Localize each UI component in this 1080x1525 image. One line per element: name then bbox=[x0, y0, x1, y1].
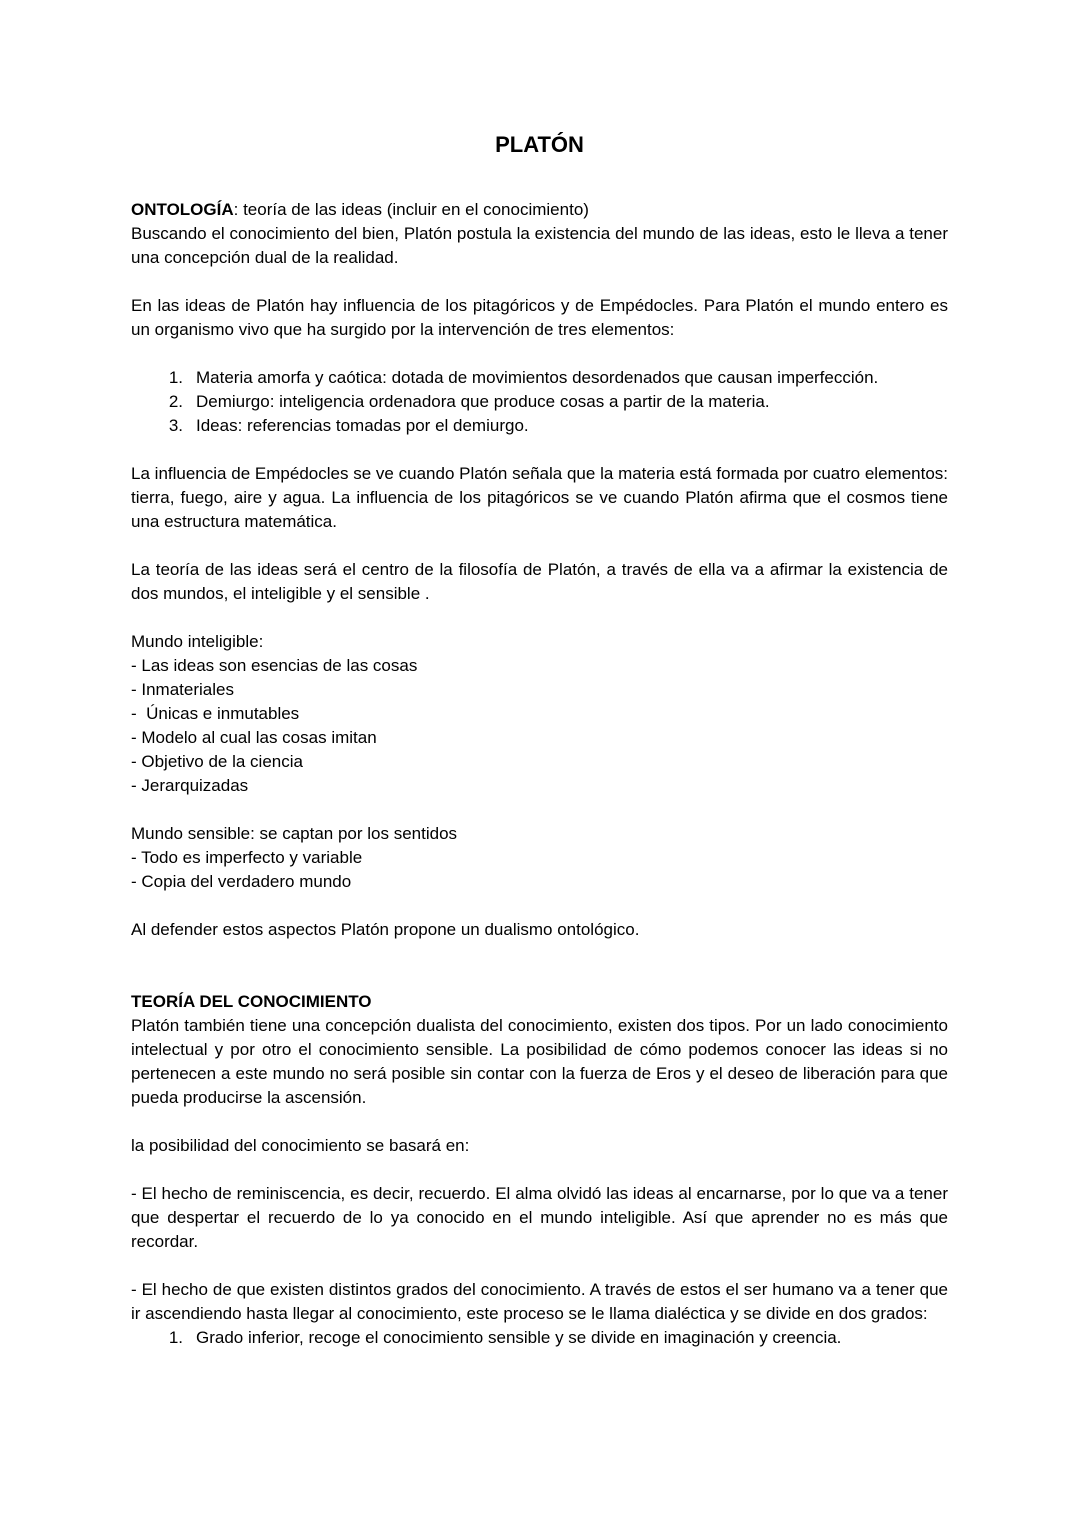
ontologia-heading-rest: : teoría de las ideas (incluir en el conocimiento) bbox=[233, 200, 589, 219]
ontologia-paragraph-2: En las ideas de Platón hay influencia de los pitagóricos y de Empédocles. Para Platón el mundo entero es un organismo vivo que ha surgido por la intervención de tres elementos: bbox=[131, 296, 948, 339]
inteligible-item: - Objetivo de la ciencia bbox=[131, 752, 303, 771]
inteligible-item: - Modelo al cual las cosas imitan bbox=[131, 728, 377, 747]
list-text: Demiurgo: inteligencia ordenadora que produce cosas a partir de la materia. bbox=[196, 392, 770, 411]
list-item bbox=[131, 366, 948, 390]
list-text: Grado inferior, recoge el conocimiento sensible y se divide en imaginación y creencia. bbox=[196, 1328, 842, 1347]
document-page bbox=[131, 130, 948, 1350]
inteligible-item: - Inmateriales bbox=[131, 680, 234, 699]
list-number: 1. bbox=[168, 1328, 183, 1347]
ontologia-paragraph-5: Al defender estos aspectos Platón propone un dualismo ontológico. bbox=[131, 920, 640, 939]
list-item bbox=[131, 390, 948, 414]
conocimiento-paragraph-1: Platón también tiene una concepción dualista del conocimiento, existen dos tipos. Por un lado conocimiento intelectual y por otro el conocimiento sensible. La posibilidad de cómo podemos conocer las ideas si no pertenecen a este mundo no será posible sin contar con la fuerza de Eros y el deseo de liberación para que pueda producirse la ascensión. bbox=[131, 1016, 948, 1107]
elements-list bbox=[131, 366, 948, 438]
conocimiento-heading: TEORÍA DEL CONOCIMIENTO bbox=[131, 992, 372, 1011]
page-title: PLATÓN bbox=[495, 132, 584, 157]
list-number: 1. bbox=[168, 368, 183, 387]
conocimiento-paragraph-4: - El hecho de que existen distintos grados del conocimiento. A través de estos el ser humano va a tener que ir ascendiendo hasta llegar al conocimiento, este proceso se le llama dialéctica y se divide en dos grados: bbox=[131, 1280, 948, 1323]
inteligible-title: Mundo inteligible: bbox=[131, 632, 264, 651]
list-number: 3. bbox=[168, 416, 183, 435]
ontologia-heading: ONTOLOGÍA bbox=[131, 200, 234, 219]
inteligible-item: - Jerarquizadas bbox=[131, 776, 249, 795]
ontologia-heading-line bbox=[131, 198, 948, 222]
sensible-item: - Todo es imperfecto y variable bbox=[131, 848, 363, 867]
list-item bbox=[131, 414, 948, 438]
conocimiento-paragraph-3: - El hecho de reminiscencia, es decir, recuerdo. El alma olvidó las ideas al encarnarse, por lo que va a tener que despertar el recuerdo de lo ya conocido en el mundo inteligible. Así que aprender no es más que recordar. bbox=[131, 1184, 948, 1251]
sensible-item: - Copia del verdadero mundo bbox=[131, 872, 352, 891]
list-text: Ideas: referencias tomadas por el demiurgo. bbox=[196, 416, 529, 435]
inteligible-item: - Únicas e inmutables bbox=[131, 704, 300, 723]
ontologia-paragraph-1: Buscando el conocimiento del bien, Platón postula la existencia del mundo de las ideas, esto le lleva a tener una concepción dual de la realidad. bbox=[131, 224, 948, 267]
list-text: Materia amorfa y caótica: dotada de movimientos desordenados que causan imperfección. bbox=[196, 368, 879, 387]
list-number: 2. bbox=[168, 392, 183, 411]
inteligible-item: - Las ideas son esencias de las cosas bbox=[131, 656, 418, 675]
conocimiento-paragraph-2: la posibilidad del conocimiento se basará en: bbox=[131, 1136, 470, 1155]
conocimiento-heading-line bbox=[131, 990, 948, 1014]
ontologia-paragraph-3: La influencia de Empédocles se ve cuando Platón señala que la materia está formada por cuatro elementos: tierra, fuego, aire y agua. La influencia de los pitagóricos se ve cuando Platón afirma que el cosmos tiene una estructura matemática. bbox=[131, 464, 948, 531]
grados-list bbox=[131, 1326, 948, 1350]
list-item bbox=[131, 1326, 948, 1350]
sensible-title: Mundo sensible: se captan por los sentidos bbox=[131, 824, 458, 843]
ontologia-paragraph-4: La teoría de las ideas será el centro de la filosofía de Platón, a través de ella va a afirmar la existencia de dos mundos, el inteligible y el sensible . bbox=[131, 560, 948, 603]
